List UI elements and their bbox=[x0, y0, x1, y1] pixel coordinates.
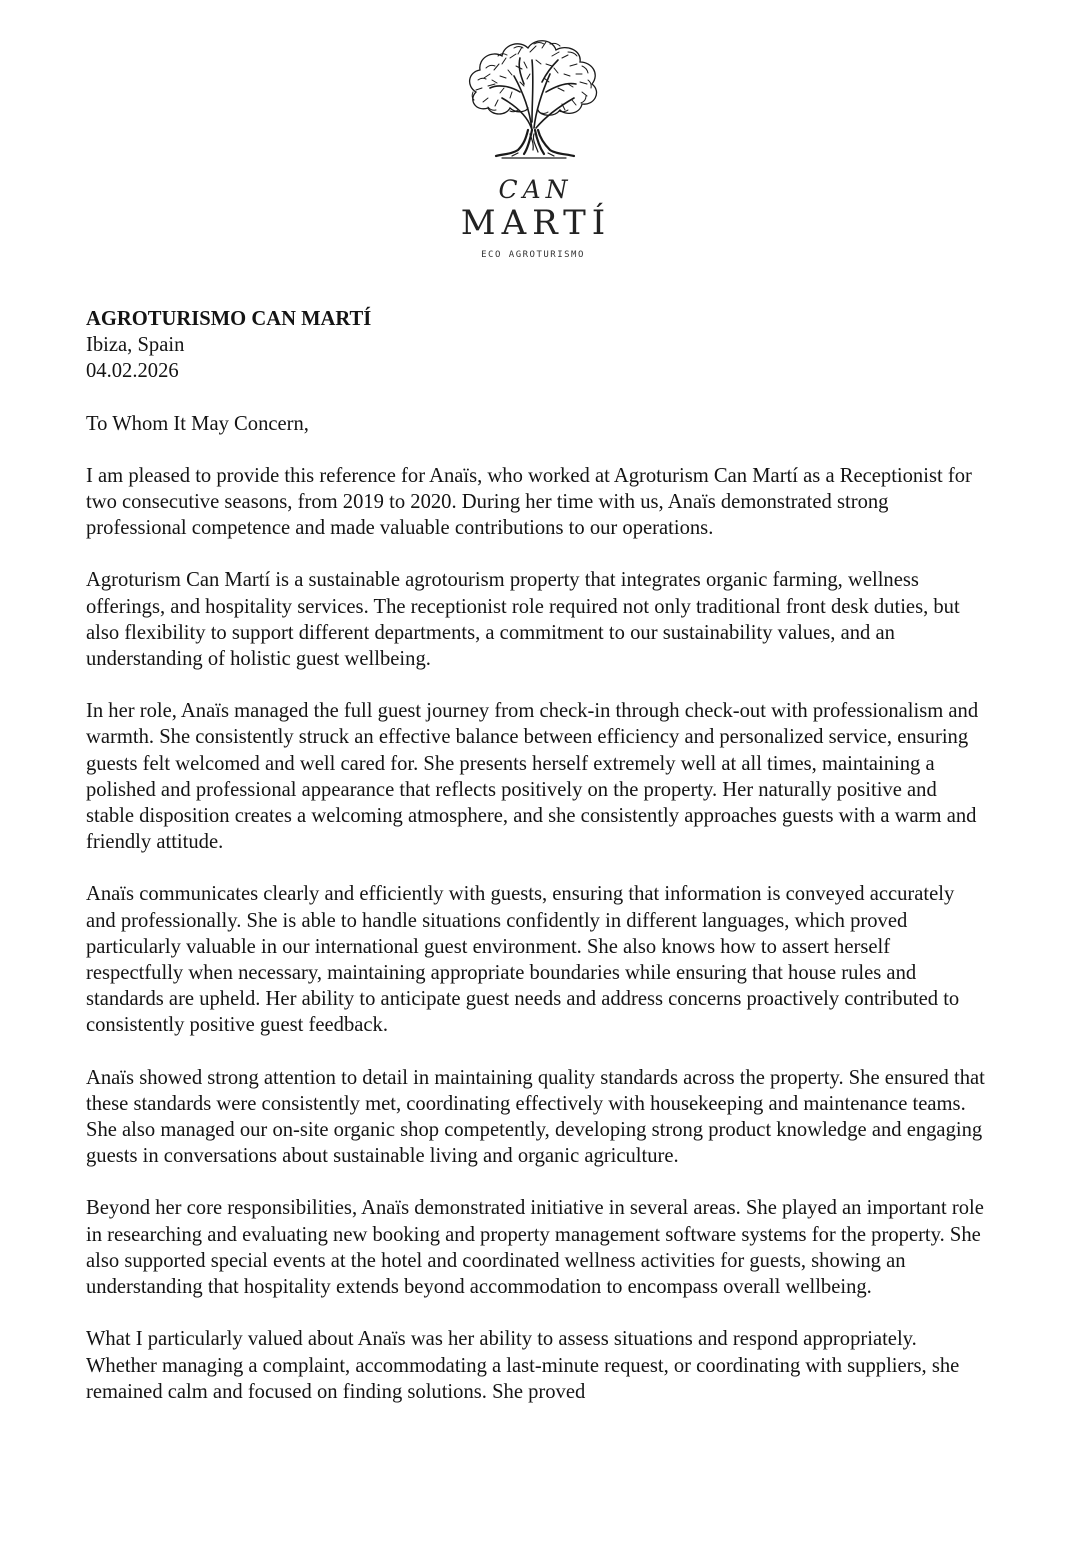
paragraph: Anaïs showed strong attention to detail in maintaining quality standards across the property. She ensured that these standards were consistently met, coordinating effectively with housekeeping and maintenance teams. She also managed our on-site organic shop competently, developing strong product knowledge and engaging guests in conversations about sustainable living and organic agriculture. bbox=[86, 1066, 985, 1168]
sender-name: AGROTURISMO CAN MARTÍ bbox=[86, 308, 372, 330]
paragraph: Agroturism Can Martí is a sustainable agrotourism property that integrates organic farming, wellness offerings, and hospitality services. The receptionist role required not only traditional front desk duties, but also flexibility to support different departments, a commitment to our sustainability values, and an understanding of holistic guest wellbeing. bbox=[86, 569, 960, 671]
logo-wordmark-marti: MARTÍ bbox=[460, 203, 612, 243]
letter-body bbox=[86, 306, 986, 1405]
sender-location: Ibiza, Spain bbox=[86, 334, 185, 357]
paragraph: Beyond her core responsibilities, Anaïs demonstrated initiative in several areas. She played an important role in researching and evaluating new booking and property management software systems for the property. She also supported special events at the hotel and coordinated wellness activities for guests, showing an understanding that hospitality extends beyond accommodation to encompass overall wellbeing. bbox=[86, 1197, 984, 1299]
logo-wordmark-can: CAN bbox=[498, 175, 573, 204]
salutation: To Whom It May Concern, bbox=[86, 412, 309, 435]
logo-tagline: ECO AGROTURISMO bbox=[481, 250, 585, 260]
company-logo bbox=[433, 30, 633, 260]
paragraph: In her role, Anaïs managed the full guest journey from check-in through check-out with professionalism and warmth. She consistently struck an effective balance between efficiency and personalized service, ensuring guests felt welcomed and well cared for. She presents herself extremely well at all times, maintaining a polished and professional appearance that reflects positively on the property. Her naturally positive and stable disposition creates a welcoming atmosphere, and she consistently approaches guests with a warm and friendly attitude. bbox=[86, 700, 979, 854]
paragraph: What I particularly valued about Anaïs was her ability to assess situations and respond appropriately. Whether managing a complaint, accommodating a last-minute request, or coordinating with suppliers, she remained calm and focused on finding solutions. She proved bbox=[86, 1328, 960, 1403]
paragraph: Anaïs communicates clearly and efficiently with guests, ensuring that information is conveyed accurately and professionally. She is able to handle situations confidently in different languages, which proved particularly valuable in our international guest environment. She also knows how to assert herself respectfully when necessary, maintaining appropriate boundaries while ensuring that house rules and standards are upheld. Her ability to anticipate guest needs and address concerns proactively contributed to consistently positive guest feedback. bbox=[86, 883, 960, 1037]
paragraph: I am pleased to provide this reference for Anaïs, who worked at Agroturism Can Martí as a Receptionist for two consecutive seasons, from 2019 to 2020. During her time with us, Anaïs demonstrated strong professional competence and made valuable contributions to our operations. bbox=[86, 464, 972, 540]
olive-tree-icon bbox=[458, 30, 608, 162]
letter-date: 04.02.2026 bbox=[86, 360, 179, 383]
